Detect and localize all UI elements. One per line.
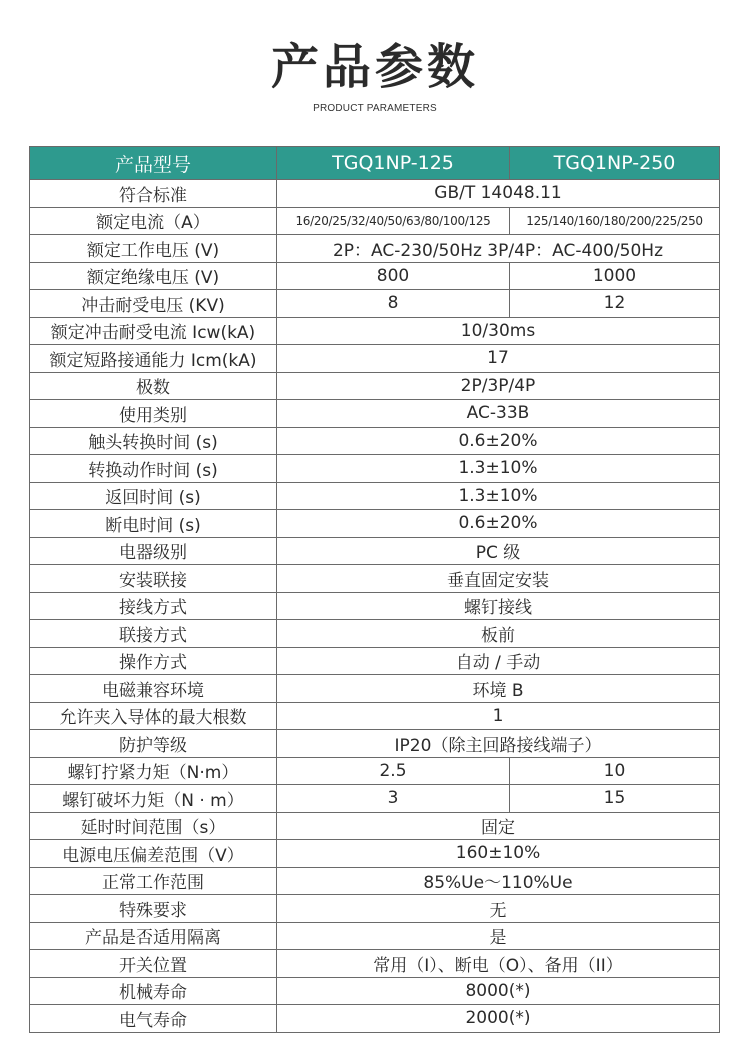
row-value-cell: 1	[277, 702, 720, 730]
row-value-cell: 1.3±10%	[277, 455, 720, 483]
row-label-cell: 开关位置	[30, 950, 277, 978]
row-label-cell: 符合标准	[30, 180, 277, 208]
row-model-b-cell: 1000	[510, 262, 720, 290]
row-label-cell: 螺钉破坏力矩（N · m）	[30, 785, 277, 813]
header-label-cell: 产品型号	[30, 147, 277, 180]
table-row	[30, 812, 720, 840]
row-label-cell: 操作方式	[30, 647, 277, 675]
row-label-cell: 返回时间 (s)	[30, 482, 277, 510]
row-label-cell: 使用类别	[30, 400, 277, 428]
table-row	[30, 702, 720, 730]
row-value-cell: 螺钉接线	[277, 592, 720, 620]
row-value-cell: 常用（I）、断电（O）、备用（II）	[277, 950, 720, 978]
row-model-b-cell: 12	[510, 290, 720, 318]
row-label-cell: 冲击耐受电压 (KV)	[30, 290, 277, 318]
row-label-cell: 电气寿命	[30, 1005, 277, 1033]
row-model-a-cell: 8	[277, 290, 510, 318]
table-row	[30, 427, 720, 455]
table-row	[30, 620, 720, 648]
table-row	[30, 482, 720, 510]
table-row	[30, 400, 720, 428]
table-row	[30, 317, 720, 345]
row-model-a-cell: 3	[277, 785, 510, 813]
table-header-row	[30, 147, 720, 180]
table-row	[30, 372, 720, 400]
row-label-cell: 联接方式	[30, 620, 277, 648]
row-value-cell: 2P：AC-230/50Hz 3P/4P：AC-400/50Hz	[277, 235, 720, 263]
row-label-cell: 额定短路接通能力 Icm(kA)	[30, 345, 277, 373]
row-value-cell: 2000(*)	[277, 1005, 720, 1033]
row-value-cell: 0.6±20%	[277, 427, 720, 455]
row-value-cell: 8000(*)	[277, 977, 720, 1005]
row-model-b-cell: 15	[510, 785, 720, 813]
table-row	[30, 867, 720, 895]
row-value-cell: IP20（除主回路接线端子）	[277, 730, 720, 758]
table-row	[30, 565, 720, 593]
page-subtitle: PRODUCT PARAMETERS	[313, 103, 437, 114]
row-label-cell: 特殊要求	[30, 895, 277, 923]
row-value-cell: 环境 B	[277, 675, 720, 703]
row-label-cell: 产品是否适用隔离	[30, 922, 277, 950]
row-label-cell: 电源电压偏差范围（V）	[30, 840, 277, 868]
table-row	[30, 757, 720, 785]
row-label-cell: 转换动作时间 (s)	[30, 455, 277, 483]
table-row	[30, 207, 720, 235]
row-label-cell: 额定绝缘电压 (V)	[30, 262, 277, 290]
row-label-cell: 额定工作电压 (V)	[30, 235, 277, 263]
table-row	[30, 592, 720, 620]
row-value-cell: GB/T 14048.11	[277, 180, 720, 208]
row-model-a-cell: 16/20/25/32/40/50/63/80/100/125	[277, 207, 510, 235]
table-row	[30, 785, 720, 813]
row-label-cell: 正常工作范围	[30, 867, 277, 895]
table-row	[30, 675, 720, 703]
row-label-cell: 额定电流（A）	[30, 207, 277, 235]
table-row	[30, 922, 720, 950]
table-row	[30, 180, 720, 208]
row-label-cell: 允许夹入导体的最大根数	[30, 702, 277, 730]
row-value-cell: 无	[277, 895, 720, 923]
row-label-cell: 断电时间 (s)	[30, 510, 277, 538]
table-row	[30, 290, 720, 318]
row-label-cell: 极数	[30, 372, 277, 400]
table-row	[30, 647, 720, 675]
table-row	[30, 510, 720, 538]
row-label-cell: 接线方式	[30, 592, 277, 620]
table-row	[30, 537, 720, 565]
row-value-cell: 垂直固定安装	[277, 565, 720, 593]
table-row	[30, 895, 720, 923]
table-row	[30, 977, 720, 1005]
header-model-b-cell: TGQ1NP-250	[510, 147, 720, 180]
row-model-b-cell: 10	[510, 757, 720, 785]
parameters-table	[29, 146, 720, 1033]
row-value-cell: 0.6±20%	[277, 510, 720, 538]
row-value-cell: 85%Ue～110%Ue	[277, 867, 720, 895]
row-value-cell: 是	[277, 922, 720, 950]
row-value-cell: 2P/3P/4P	[277, 372, 720, 400]
row-value-cell: 1.3±10%	[277, 482, 720, 510]
row-model-a-cell: 2.5	[277, 757, 510, 785]
header-model-a-cell: TGQ1NP-125	[277, 147, 510, 180]
row-value-cell: PC 级	[277, 537, 720, 565]
page-title: 产品参数	[270, 39, 479, 95]
row-model-a-cell: 800	[277, 262, 510, 290]
table-row	[30, 455, 720, 483]
row-value-cell: 板前	[277, 620, 720, 648]
table-row	[30, 840, 720, 868]
row-value-cell: 固定	[277, 812, 720, 840]
row-value-cell: 自动 / 手动	[277, 647, 720, 675]
table-row	[30, 262, 720, 290]
table-row	[30, 730, 720, 758]
row-label-cell: 电器级别	[30, 537, 277, 565]
table-row	[30, 950, 720, 978]
row-label-cell: 额定冲击耐受电流 Icw(kA)	[30, 317, 277, 345]
row-value-cell: AC-33B	[277, 400, 720, 428]
table-row	[30, 345, 720, 373]
table-row	[30, 235, 720, 263]
row-label-cell: 安装联接	[30, 565, 277, 593]
row-label-cell: 螺钉拧紧力矩（N·m）	[30, 757, 277, 785]
row-value-cell: 160±10%	[277, 840, 720, 868]
row-model-b-cell: 125/140/160/180/200/225/250	[510, 207, 720, 235]
row-label-cell: 电磁兼容环境	[30, 675, 277, 703]
row-label-cell: 触头转换时间 (s)	[30, 427, 277, 455]
row-value-cell: 10/30ms	[277, 317, 720, 345]
row-label-cell: 防护等级	[30, 730, 277, 758]
row-label-cell: 机械寿命	[30, 977, 277, 1005]
table-row	[30, 1005, 720, 1033]
row-label-cell: 延时时间范围（s）	[30, 812, 277, 840]
row-value-cell: 17	[277, 345, 720, 373]
